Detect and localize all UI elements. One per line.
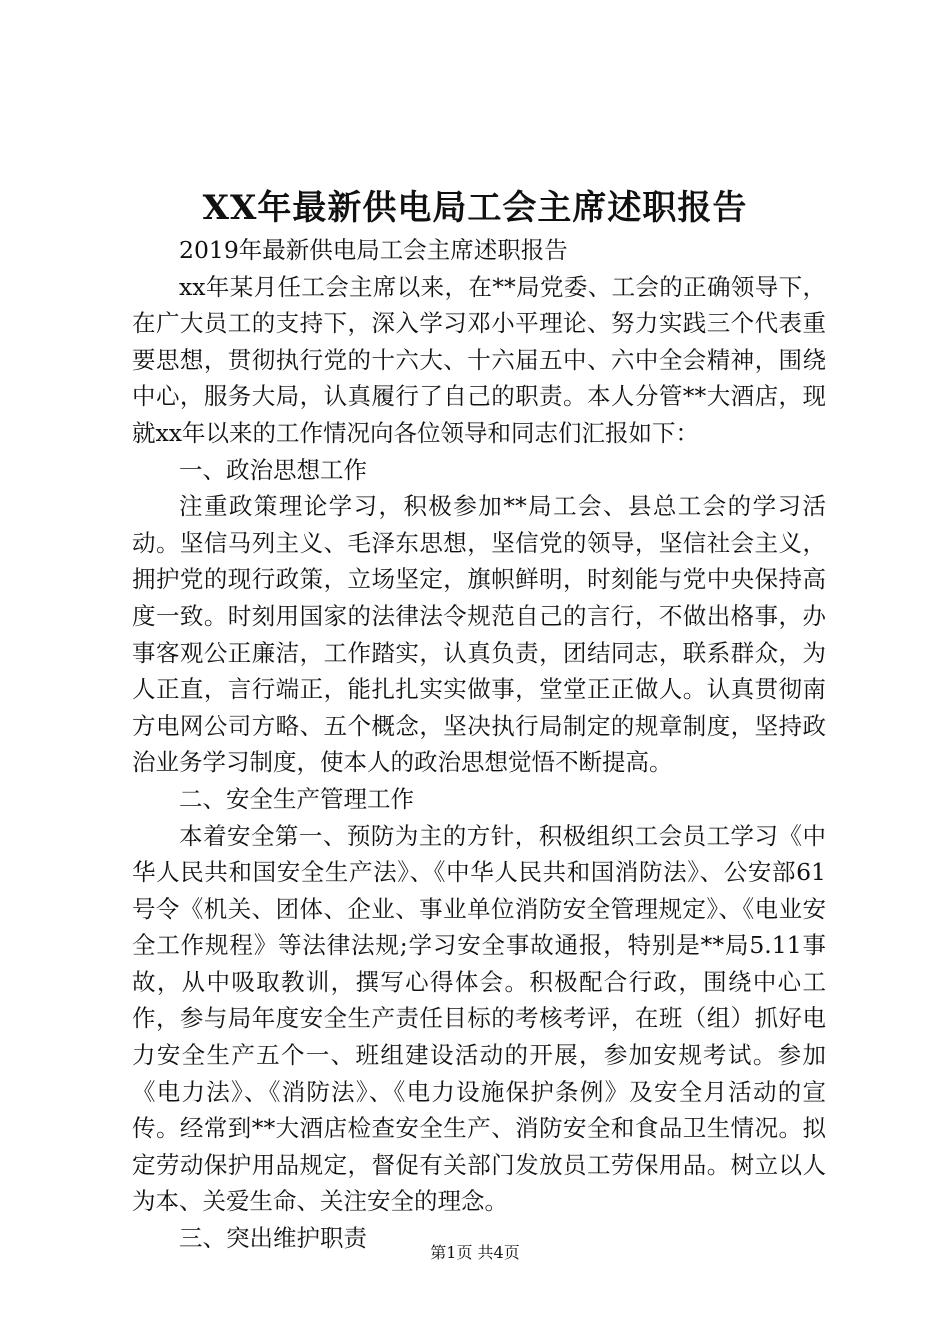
document-body [132,232,826,1257]
safety-paragraph: 本着安全第一、预防为主的方针，积极组织工会员工学习《中华人民共和国安全生产法》、《中华人民共和国消防法》、公安部61号令《机关、团体、企业、事业单位消防安全管理规定》、《电业安全工作规程》等法律法规;学习安全事故通报，特别是**局5.11事故，从中吸取教训，撰写心得体会。积极配合行政，围绕中心工作，参与局年度安全生产责任目标的考核考评，在班（组）抓好电力安全生产五个一、班组建设活动的开展，参加安规考试。参加《电力法》、《消防法》、《电力设施保护条例》及安全月活动的宣传。经常到**大酒店检查安全生产、消防安全和食品卫生情况。拟定劳动保护用品规定，督促有关部门发放员工劳保用品。树立以人为本、关爱生命、关注安全的理念。 [132,821,826,1216]
subtitle-paragraph: 2019年最新供电局工会主席述职报告 [179,236,568,264]
section-heading-political: 一、政治思想工作 [179,455,367,484]
page-footer: 第1页 共4页 [430,1243,520,1262]
section-heading-safety: 二、安全生产管理工作 [179,784,414,813]
political-paragraph: 注重政策理论学习，积极参加**局工会、县总工会的学习活动。坚信马列主义、毛泽东思想，坚信党的领导，坚信社会主义，拥护党的现行政策，立场坚定，旗帜鲜明，时刻能与党中央保持高度一致。时刻用国家的法律法令规范自己的言行，不做出格事，办事客观公正廉洁，工作踏实，认真负责，团结同志，联系群众，为人正直，言行端正，能扎扎实实做事，堂堂正正做人。认真贯彻南方电网公司方略、五个概念，坚决执行局制定的规章制度，坚持政治业务学习制度，使本人的政治思想觉悟不断提高。 [132,492,826,777]
section-heading-duties: 三、突出维护职责 [179,1224,367,1253]
document-title: XX年最新供电局工会主席述职报告 [202,188,748,228]
intro-paragraph: xx年某月任工会主席以来，在**局党委、工会的正确领导下，在广大员工的支持下，深入学习邓小平理论、努力实践三个代表重要思想，贯彻执行党的十六大、十六届五中、六中全会精神，围绕中心，服务大局，认真履行了自己的职责。本人分管**大酒店，现就xx年以来的工作情况向各位领导和同志们汇报如下： [132,272,826,447]
